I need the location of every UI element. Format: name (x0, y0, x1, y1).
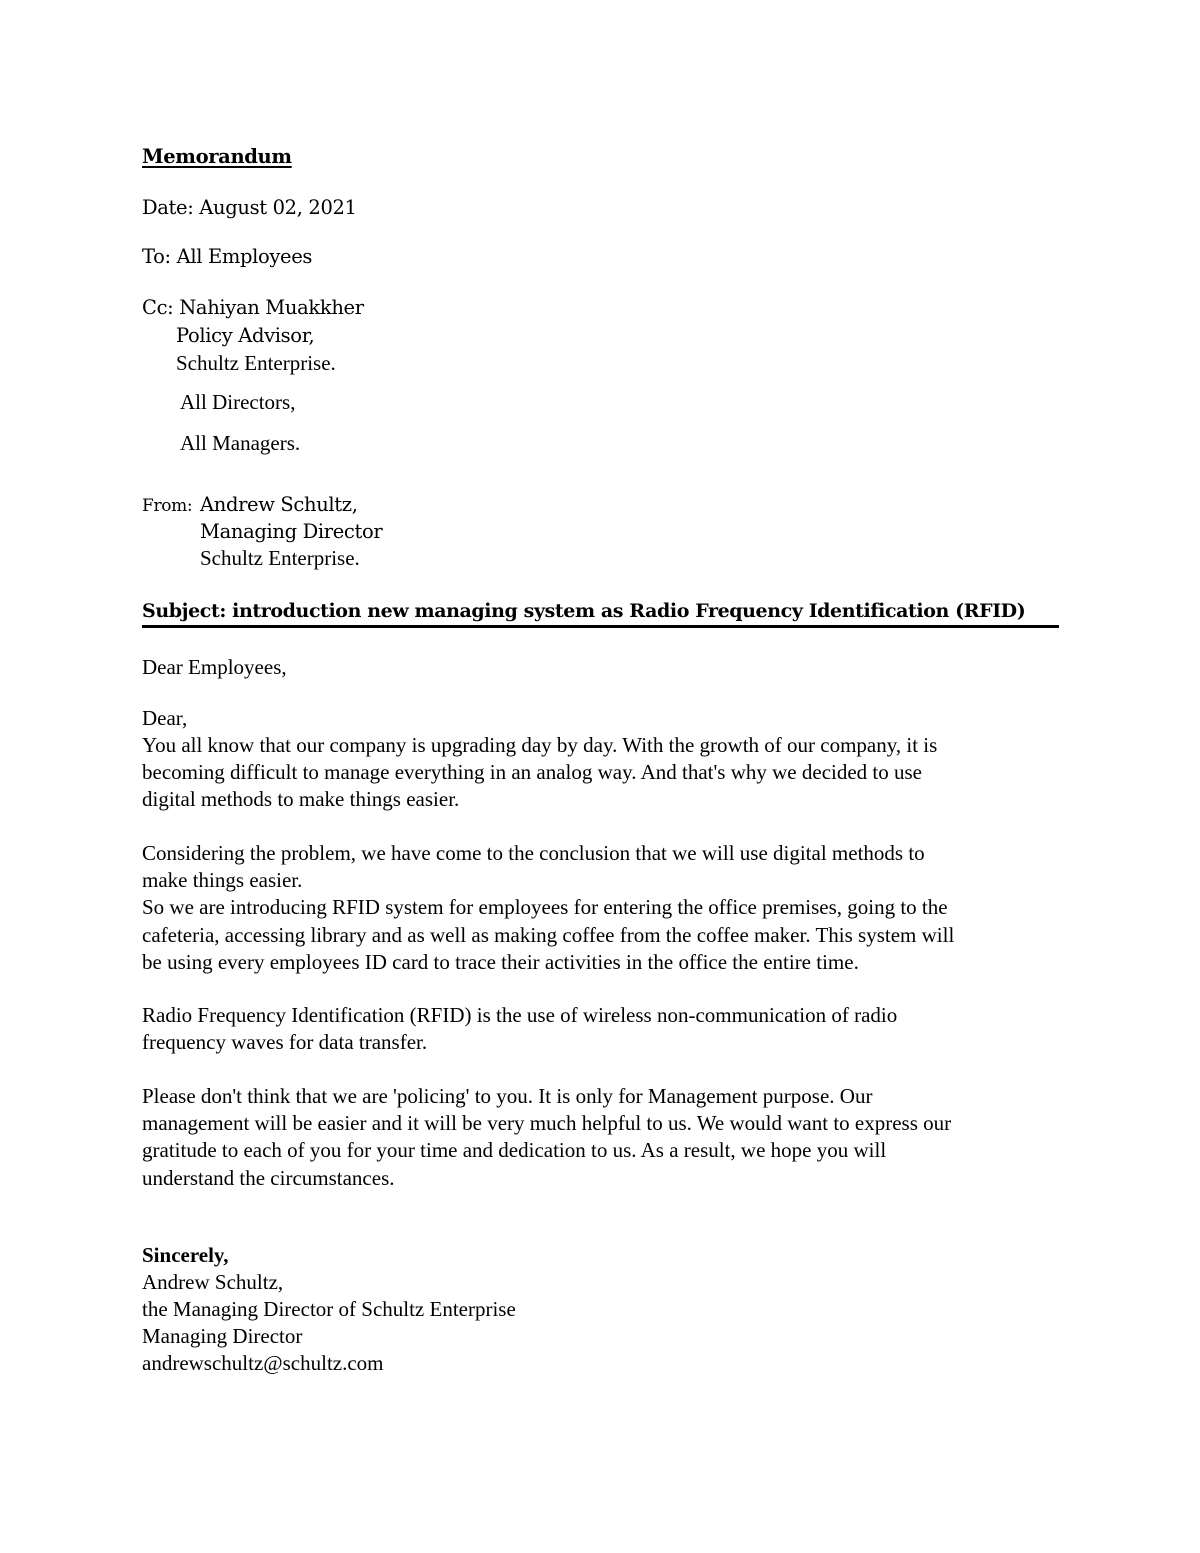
paragraph-line: gratitude to each of you for your time and dedication to us. As a result, we hope you will (142, 1138, 887, 1163)
memo-cc-company: Schultz Enterprise. (176, 351, 336, 375)
memo-cc-title: Policy Advisor, (176, 324, 315, 347)
signature-closing: Sincerely, (142, 1243, 229, 1267)
paragraph-4 (142, 1083, 1072, 1192)
paragraph-line: cafeteria, accessing library and as well as making coffee from the coffee maker. This system will (142, 922, 955, 947)
signature-email: andrewschultz@schultz.com (142, 1351, 384, 1375)
memo-subject: Subject: introduction new managing system as Radio Frequency Identification (RFID) (142, 600, 1026, 622)
memo-cc-managers: All Managers. (180, 431, 301, 455)
paragraph-line: understand the circumstances. (142, 1165, 395, 1190)
memo-title: Memorandum (142, 145, 292, 168)
paragraph-line: becoming difficult to manage everything in an analog way. And that's why we decided to use (142, 760, 922, 785)
memo-from-company: Schultz Enterprise. (200, 546, 360, 570)
signature-block (142, 1242, 1072, 1377)
paragraph-line: digital methods to make things easier. (142, 787, 460, 812)
signature-title: Managing Director (142, 1324, 303, 1348)
paragraph-1 (142, 732, 1072, 814)
paragraph-3 (142, 1002, 1072, 1056)
paragraph-line: You all know that our company is upgrading day by day. With the growth of our company, it is (142, 733, 938, 757)
paragraph-line: be using every employees ID card to trace their activities in the office the entire time. (142, 949, 859, 974)
paragraph-line: Considering the problem, we have come to the conclusion that we will use digital methods to (142, 841, 925, 865)
paragraph-line: So we are introducing RFID system for employees for entering the office premises, going to the (142, 895, 948, 920)
memo-date: Date: August 02, 2021 (142, 196, 357, 219)
memo-from-label: From: (142, 496, 193, 516)
salutation-employees: Dear Employees, (142, 655, 287, 679)
paragraph-line: make things easier. (142, 868, 303, 893)
memo-to: To: All Employees (142, 245, 313, 268)
salutation-dear: Dear, (142, 706, 188, 730)
memo-from-name: Andrew Schultz, (200, 493, 358, 516)
memo-cc: Cc: Nahiyan Muakkher (142, 296, 364, 319)
memo-cc-directors: All Directors, (180, 390, 296, 414)
paragraph-line: Please don't think that we are 'policing' to you. It is only for Management purpose. Our (142, 1084, 873, 1108)
signature-role: the Managing Director of Schultz Enterprise (142, 1297, 516, 1321)
memo-from-title: Managing Director (200, 520, 383, 543)
subject-divider (142, 625, 1059, 628)
paragraph-line: Radio Frequency Identification (RFID) is the use of wireless non-communication of radio (142, 1003, 898, 1027)
paragraph-2 (142, 840, 1072, 976)
paragraph-line: management will be easier and it will be very much helpful to us. We would want to express our (142, 1111, 952, 1136)
paragraph-line: frequency waves for data transfer. (142, 1030, 428, 1055)
signature-name: Andrew Schultz, (142, 1270, 284, 1294)
